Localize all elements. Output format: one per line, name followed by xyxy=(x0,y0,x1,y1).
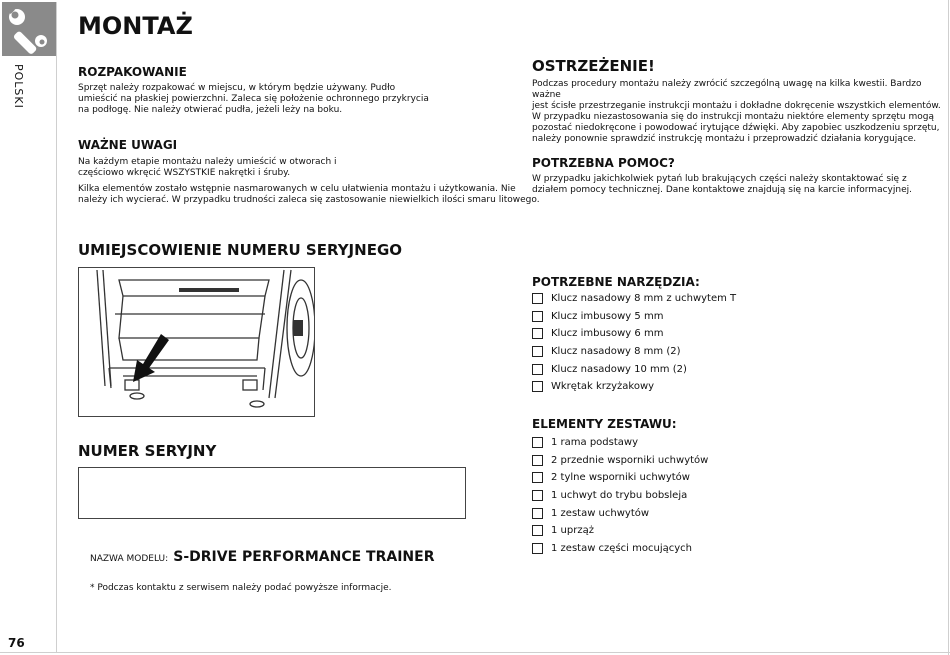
checkbox[interactable] xyxy=(532,508,543,519)
pointer-arrow-icon xyxy=(133,334,169,382)
kit-label: 1 uprząż xyxy=(551,525,594,537)
footnote: * Podczas kontaktu z serwisem należy podać powyższe informacje. xyxy=(90,583,392,593)
language-label: POLSKI xyxy=(12,64,25,109)
kit-list-item xyxy=(532,487,708,505)
kit-list-item xyxy=(532,452,708,470)
text-line: należy ich wycierać. W przypadku trudności zaleca się zastosowanie niewielkich ilości smaru litowego. xyxy=(78,195,540,205)
checkbox[interactable] xyxy=(532,381,543,392)
text-line: Kilka elementów zostało wstępnie nasmarowanych w celu ułatwienia montażu i użytkowania. Nie xyxy=(78,184,516,194)
checkbox[interactable] xyxy=(532,472,543,483)
tools-list-item xyxy=(532,343,736,361)
wrench-icon xyxy=(2,2,56,56)
tools-list-item xyxy=(532,378,736,396)
page-number: 76 xyxy=(8,636,25,650)
checkbox[interactable] xyxy=(532,311,543,322)
kit-list-item xyxy=(532,434,708,452)
kit-label: 1 zestaw uchwytów xyxy=(551,507,650,519)
checkbox[interactable] xyxy=(532,437,543,448)
text-line: jest ścisłe przestrzeganie instrukcji montażu i dokładne dokręcenie wszystkich elementów. xyxy=(532,101,941,111)
tool-label: Klucz imbusowy 5 mm xyxy=(551,310,664,322)
model-line xyxy=(90,546,435,565)
tool-label: Klucz imbusowy 6 mm xyxy=(551,328,664,340)
kit-list-item xyxy=(532,540,708,558)
unpacking-text xyxy=(78,83,429,116)
kit-label: 1 zestaw części mocujących xyxy=(551,542,692,554)
tool-label: Klucz nasadowy 8 mm z uchwytem T xyxy=(551,293,737,305)
tools-heading: POTRZEBNE NARZĘDZIA: xyxy=(532,275,700,289)
checkbox[interactable] xyxy=(532,364,543,375)
page-border-bottom xyxy=(0,652,950,653)
kit-list-item xyxy=(532,522,708,540)
notes-text-2 xyxy=(78,184,540,206)
tools-list xyxy=(532,290,736,396)
text-line: W przypadku jakichkolwiek pytań lub brakujących części należy skontaktować się z xyxy=(532,174,907,184)
serial-location-heading: UMIEJSCOWIENIE NUMERU SERYJNEGO xyxy=(78,241,403,259)
text-line: działem pomocy technicznej. Dane kontaktowe znajdują się na karcie informacyjnej. xyxy=(532,185,912,195)
checkbox[interactable] xyxy=(532,455,543,466)
kit-label: 2 tylne wsporniki uchwytów xyxy=(551,472,690,484)
warning-heading: OSTRZEŻENIE! xyxy=(532,57,655,75)
page-divider xyxy=(56,2,57,652)
text-line: na podłogę. Nie należy otwierać pudła, jeżeli leży na boku. xyxy=(78,105,343,115)
text-line: Sprzęt należy rozpakować w miejscu, w którym będzie używany. Pudło xyxy=(78,83,396,93)
tools-list-item xyxy=(532,290,736,308)
kit-list xyxy=(532,434,708,557)
checkbox[interactable] xyxy=(532,346,543,357)
tools-list-item xyxy=(532,325,736,343)
help-heading: POTRZEBNA POMOC? xyxy=(532,156,675,170)
tools-list-item xyxy=(532,308,736,326)
kit-list-item xyxy=(532,469,708,487)
kit-label: 2 przednie wsporniki uchwytów xyxy=(551,454,709,466)
notes-text-1 xyxy=(78,157,337,179)
text-line: częściowo wkręcić WSZYSTKIE nakrętki i śruby. xyxy=(78,168,291,178)
unpacking-heading: ROZPAKOWANIE xyxy=(78,65,187,79)
kit-label: 1 uchwyt do trybu bobsleja xyxy=(551,490,688,502)
checkbox[interactable] xyxy=(532,525,543,536)
model-name: S-DRIVE PERFORMANCE TRAINER xyxy=(173,549,435,565)
text-line: pozostać niedokręcone i powodować irytujące dźwięki. Aby zapobiec uszkodzeniu sprzętu, xyxy=(532,123,940,133)
checkbox[interactable] xyxy=(532,293,543,304)
kit-heading: ELEMENTY ZESTAWU: xyxy=(532,417,677,431)
checkbox[interactable] xyxy=(532,543,543,554)
help-text xyxy=(532,174,912,196)
text-line: W przypadku niezastosowania się do instrukcji montażu niektóre elementy sprzętu mogą xyxy=(532,112,934,122)
text-line: Na każdym etapie montażu należy umieścić w otworach i xyxy=(78,157,337,167)
kit-label: 1 rama podstawy xyxy=(551,437,638,449)
serial-number-field[interactable] xyxy=(78,467,466,519)
serial-location-image xyxy=(78,267,315,417)
tool-label: Klucz nasadowy 8 mm (2) xyxy=(551,346,681,358)
text-line: należy ponownie sprawdzić instrukcję montażu i przeprowadzić działania korygujące. xyxy=(532,134,917,144)
page-title: MONTAŻ xyxy=(78,12,193,40)
tool-label: Klucz nasadowy 10 mm (2) xyxy=(551,363,687,375)
model-label: NAZWA MODELU: xyxy=(90,554,169,564)
checkbox[interactable] xyxy=(532,328,543,339)
text-line: Podczas procedury montażu należy zwrócić szczególną uwagę na kilka kwestii. Bardzo ważne xyxy=(532,79,922,100)
warning-text xyxy=(532,79,950,145)
text-line: umieścić na płaskiej powierzchni. Zaleca się położenie ochronnego przykrycia xyxy=(78,94,429,104)
tool-label: Wkrętak krzyżakowy xyxy=(551,381,655,393)
treadmill-illustration xyxy=(79,268,315,417)
section-tab xyxy=(2,2,56,56)
kit-list-item xyxy=(532,504,708,522)
serial-number-heading: NUMER SERYJNY xyxy=(78,442,217,460)
notes-heading: WAŻNE UWAGI xyxy=(78,138,178,152)
tools-list-item xyxy=(532,360,736,378)
checkbox[interactable] xyxy=(532,490,543,501)
